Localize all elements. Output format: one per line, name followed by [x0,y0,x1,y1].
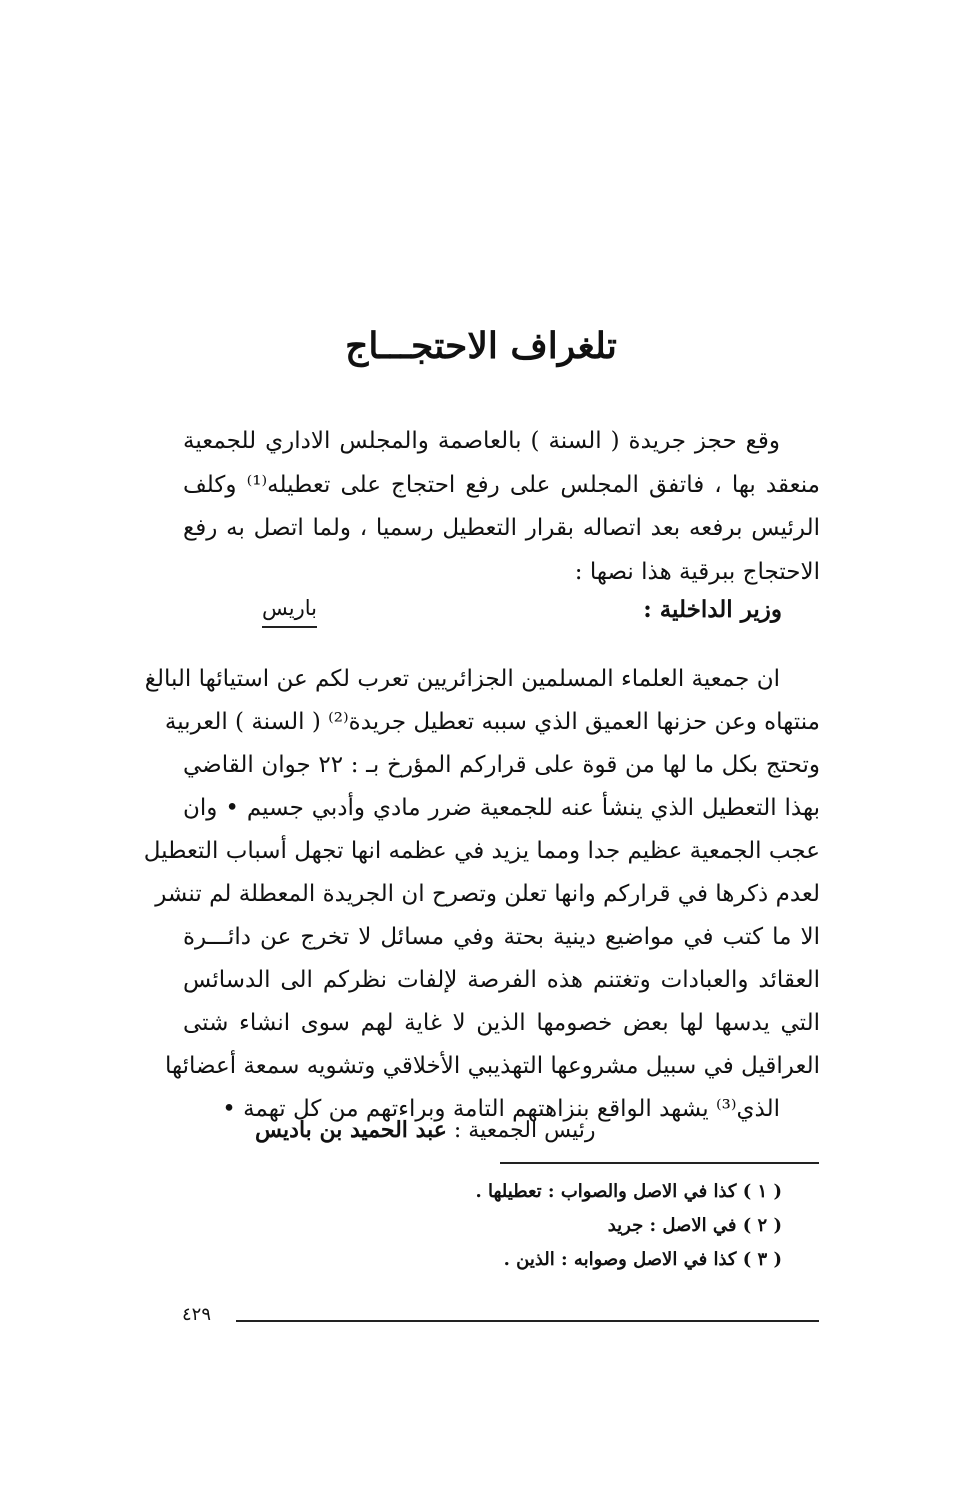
page-number: ٤٢٩ [182,1304,212,1325]
footnote: ( ٣ ) كذا في الاصل وصوابه : الذين . [503,1249,782,1270]
page-number-rule [236,1320,819,1322]
signature-role: رئيس الجمعية : [453,1118,596,1143]
telegram-line: بهذا التعطيل الذي ينشأ عنه للجمعية ضرر مادي وأدبي جسيم • وان [183,795,820,821]
intro-line: منعقد بها ، فاتفق المجلس على رفع احتجاج على تعطيله⁽¹⁾ وكلف [183,471,820,498]
telegram-line: العراقيل في سبيل مشروعها التهذيبي الأخلاقي وتشويه سمعة أعضائها [165,1053,820,1079]
telegram-line: التي يدسها لها بعض خصومها الذين لا غاية لهم سوى انشاء شتى [183,1010,820,1036]
intro-paragraph [183,420,820,594]
telegram-line: الذي⁽³⁾ يشهد الواقع بنزاهتهم التامة وبراءتهم من كل تهمة • [222,1096,780,1122]
signature [255,1117,596,1143]
footnotes [475,1175,782,1277]
footnote-divider [500,1162,819,1164]
page-title: تلغراف الاحتجـــاج [345,325,617,367]
intro-line: وقع حجز جريدة ( السنة ) بالعاصمة والمجلس الاداري للجمعية [183,428,780,454]
intro-line: الاحتجاج ببرقية هذا نصها : [574,558,820,585]
footnote: ( ٢ ) في الاصل : جريد [607,1215,782,1236]
addressee: وزير الداخلية : [643,596,782,623]
intro-line: الرئيس برفعه بعد اتصاله بقرار التعطيل رسميا ، ولما اتصل به رفع [183,515,820,541]
telegram-line: منتهاه وعن حزنها العميق الذي سببه تعطيل جريدة⁽²⁾ ( السنة ) العربية [164,709,820,735]
telegram-line: لعدم ذكرها في قراركم وانها تعلن وتصرح ان الجريدة المعطلة لم تنشر [155,881,820,907]
telegram-line: عجب الجمعية عظيم جدا ومما يزيد في عظمه انها تجهل أسباب التعطيل [143,838,820,864]
city-label: باريس [262,596,317,628]
telegram-line: الا ما كتب في مواضيع دينية بحتة وفي مسائل لا تخرج عن دائـــرة [183,924,820,950]
telegram-line: ان جمعية العلماء المسلمين الجزائريين تعرب لكم عن استيائها البالغ [144,666,780,692]
footnote: ( ١ ) كذا في الاصل والصواب : تعطيلها . [475,1181,782,1202]
telegram-line: العقائد والعبادات وتغتنم هذه الفرصة لإلفات نظركم الى الدسائس [183,967,820,993]
signature-name: عبد الحميد بن باديس [255,1117,447,1143]
telegram-paragraph [143,658,820,1131]
telegram-line: وتحتج بكل ما لها من قوة على قراركم المؤرخ بـ : ٢٢ جوان القاضي [183,752,820,778]
